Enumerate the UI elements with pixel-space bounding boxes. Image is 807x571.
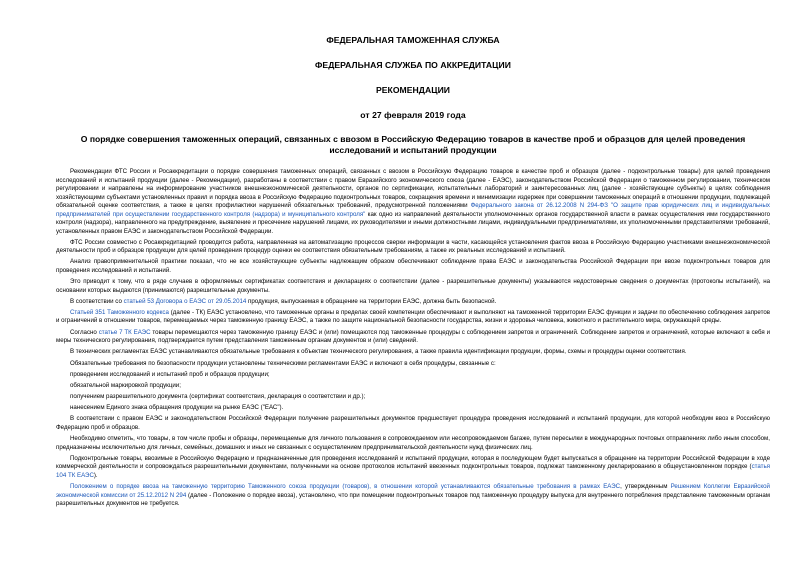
paragraph: В технических регламентах ЕАЭС устанавливаются обязательные требования к объектам технического регулирования, а также правила идентификации продукции, формы, схемы и процедуры оценки соответствия.	[70, 348, 687, 356]
list-item: получением разрешительного документа (сертификат соответствия, декларация о соответствии и др.);	[70, 393, 366, 401]
paragraph: Анализ правоприменительной практики показал, что не все хозяйствующие субъекты надлежащим образом обеспечивают соблюдение права ЕАЭС и законодательства Российской Федерации при ввозе подконтрольных товаров для проведения исследований и испытаний.	[56, 258, 770, 274]
paragraph: Обязательные требования по безопасности продукции установлены техническими регламентами ЕАЭС и включают в себя процедуры, связанные с:	[70, 359, 496, 367]
eec-decision-294-link[interactable]: Решением Коллегии Евразийской экономической комиссии от 25.12.2012 N 294	[56, 483, 770, 499]
header-agency-accreditation: ФЕДЕРАЛЬНАЯ СЛУЖБА ПО АККРЕДИТАЦИИ	[315, 60, 511, 70]
list-item: проведением исследований и испытаний проб и образцов продукции;	[70, 370, 270, 378]
paragraph: Необходимо отметить, что товары, в том числе пробы и образцы, перемещаемые для личного пользования в сопровождаемом или несопровождаемом багаже, путем пересылки в международных почтовых отправлениях либо иным способом, предназначены исключительно для личных, семейных, домашних и иных не связанных с осуществлением предпринимательской деятельности нужд физических лиц.	[56, 435, 770, 451]
paragraph: Положением о порядке ввоза на таможенную территорию Таможенного союза продукции (товаров), в отношении которой устанавливаются обязательные требования в рамках ЕАЭС, утвержденным Решением Коллегии Евразийской экономической комиссии от 25.12.2012 N 294 (далее - Положение о порядке ввоза), установлено, что при помещении подконтрольных товаров под таможенную процедуру выпуска для внутреннего потребления представление таможенным органам разрешительных документов не требуется.	[56, 483, 770, 507]
treaty-article-53-link[interactable]: статьей 53 Договора о ЕАЭС от 29.05.2014	[123, 297, 247, 305]
document-body	[56, 168, 770, 509]
paragraph: Это приводит к тому, что в ряде случаев в оформляемых сертификатах соответствия и декларациях о соответствии (далее - разрешительные документы) указываются недостоверные сведения о документах (протоколы испытаний), на основании которых выдаются (принимаются) разрешительные документы.	[56, 278, 770, 294]
document-title: О порядке совершения таможенных операций, связанных с ввозом в Российскую Федерацию товаров в качестве проб и образцов для целей проведения исследований и испытаний продукции	[80, 134, 746, 155]
law-link-294fz[interactable]: Федерального закона от 26.12.2008 N 294-ФЗ "О защите прав юридических лиц и индивидуальных предпринимателей при осуществлении государственного контроля (надзора) и муниципального контроля"	[56, 202, 770, 218]
paragraph: Подконтрольные товары, ввозимые в Российскую Федерацию и предназначенные для проведения исследований и испытаний продукции, которая в последующем будет выпускаться в обращение на территории Российской Федерации в ходе коммерческой деятельности и сопровождаться разрешительными документами, полученными на основе протоколов испытаний ввезенных подконтрольных товаров, подлежат таможенному декларированию в общеустановленном порядке (статья 104 ТК ЕАЭС).	[56, 454, 770, 479]
customs-code-article-7-link[interactable]: статье 7 ТК ЕАЭС	[98, 328, 151, 336]
customs-code-article-104-link[interactable]: статья 104 ТК ЕАЭС	[56, 463, 770, 479]
paragraph: В соответствии с правом ЕАЭС и законодательством Российской Федерации получение разрешительных документов предшествует процедура проведения исследований и испытаний продукции, для которой необходим ввоз в Российскую Федерацию проб и образцов.	[56, 415, 770, 431]
header-date: от 27 февраля 2019 года	[360, 110, 466, 120]
list-item: нанесением Единого знака обращения продукции на рынке ЕАЭС ("ЕАС").	[70, 404, 284, 412]
paragraph: Рекомендации ФТС России и Росаккредитации о порядке совершения таможенных операций, связанных с ввозом в Российскую Федерацию товаров в качестве проб и образцов (далее - подконтрольные товары) для целей проведения исследований и испытаний продукции (далее - Рекомендации), разработаны в соответствии с правом Евразийского экономического союза (далее - ЕАЭС), законодательством Российской Федерации о таможенном регулировании, техническом регулировании и направлены на информирование участников внешнеэкономической деятельности, органов по сертификации, испытательных лабораторий и заинтересованных лиц (далее - хозяйствующие субъекты) в целях соблюдения хозяйствующими субъектами установленных правил и порядка ввоза в Российскую Федерацию подконтрольных товаров, сокращения времени и минимизации издержек при совершении таможенных операций в отношении продукции, подлежащей обязательной оценке соответствия, а также в целях профилактики нарушений обязательных требований, предусмотренной положениями Федерального закона от 26.12.2008 N 294-ФЗ "О защите прав юридических лиц и индивидуальных предпринимателей при осуществлении государственного контроля (надзора) и муниципального контроля" как одно из направлений деятельности уполномоченных органов государственной власти в рамках осуществления ими государственного контроля (надзора), направленного на предупреждение, выявление и пресечение нарушений лицами, их руководителями и иными должностными лицами, индивидуальными предпринимателями, их уполномоченными представителями требований, установленных правом ЕАЭС и законодательством Российской Федерации.	[56, 168, 770, 235]
paragraph: В соответствии со статьей 53 Договора о ЕАЭС от 29.05.2014 продукция, выпускаемая в обращение на территории ЕАЭС, должна быть безопасной.	[70, 297, 497, 305]
paragraph: Статьей 351 Таможенного кодекса (далее - ТК) ЕАЭС установлено, что таможенные органы в пределах своей компетенции обеспечивают и выполняют на таможенной территории ЕАЭС функции и задачи по обеспечению соблюдения запретов и ограничений в отношении товаров, перемещаемых через таможенную границу ЕАЭС, а также по защите национальной безопасности государства, жизни и здоровья человека, животного и растительного мира, окружающей среды.	[56, 308, 770, 325]
document-page	[56, 28, 770, 509]
paragraph: Согласно статье 7 ТК ЕАЭС товары перемещаются через таможенную границу ЕАЭС и (или) помещаются под таможенные процедуры с соблюдением запретов и ограничений. Соблюдение запретов и ограничений, которые включают в себя и меры технического регулирования, подтверждается путем представления таможенным органам документов и (или) сведений.	[56, 328, 770, 345]
header-doc-type: РЕКОМЕНДАЦИИ	[375, 85, 451, 95]
list-item: обязательной маркировкой продукции;	[70, 381, 181, 389]
customs-code-article-351-link[interactable]: Статьей 351 Таможенного кодекса	[70, 308, 169, 316]
paragraph: ФТС России совместно с Росаккредитацией проводится работа, направленная на автоматизацию процессов сверки информации в части, касающейся установления фактов ввоза в Российскую Федерацию участниками внешнеэкономической деятельности проб и образцов продукции для целей проведения процедур оценки ее соответствия обязательным требованиям, а также их реальных исследований и испытаний.	[56, 238, 770, 255]
header-agency-customs: ФЕДЕРАЛЬНАЯ ТАМОЖЕННАЯ СЛУЖБА	[326, 35, 500, 45]
import-regulation-link[interactable]: Положением о порядке ввоза на таможенную территорию Таможенного союза продукции (товаров), в отношении которой устанавливаются обязательные требования в рамках ЕАЭС	[70, 483, 621, 490]
